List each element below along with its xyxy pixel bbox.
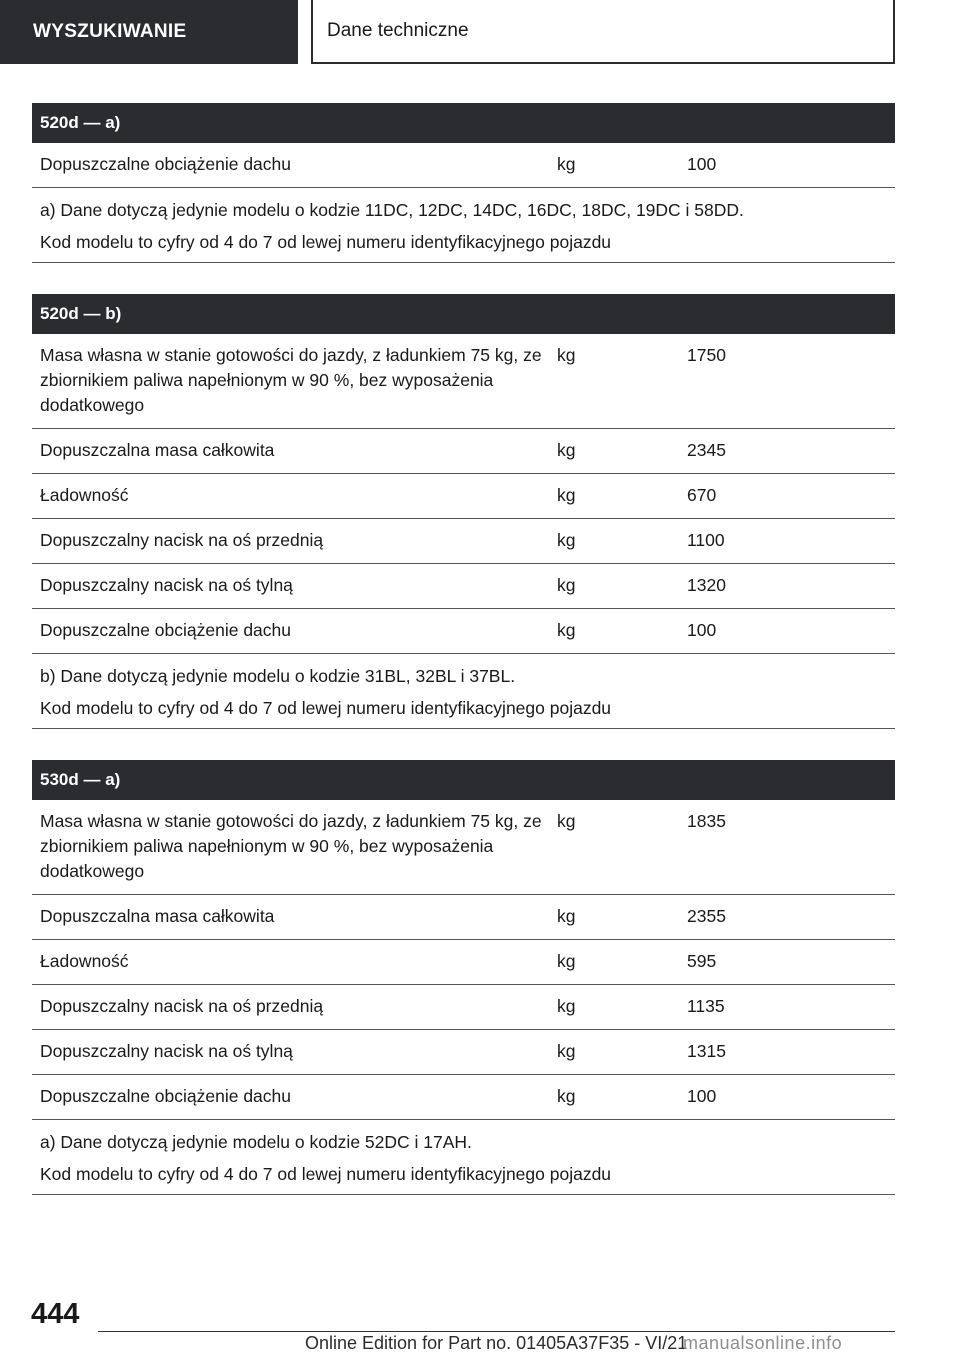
- section-title: Dane techniczne: [311, 0, 895, 64]
- footnote-line: a) Dane dotyczą jedynie modelu o kodzie 52DC i 17AH.: [40, 1132, 472, 1152]
- row-unit: kg: [557, 530, 576, 550]
- edition-info: Online Edition for Part no. 01405A37F35 - VI/21: [305, 1333, 688, 1353]
- spec-table: [32, 103, 895, 263]
- watermark: manualsonline.info: [683, 1333, 843, 1353]
- table-row: [32, 940, 895, 985]
- table-footnote: [32, 188, 895, 263]
- row-value: 1315: [687, 1041, 726, 1061]
- row-value: 100: [687, 620, 717, 640]
- row-label: Dopuszczalny nacisk na oś przednią: [40, 530, 324, 550]
- row-label: Dopuszczalna masa całkowita: [40, 440, 275, 460]
- row-unit: kg: [557, 440, 576, 460]
- row-label: Masa własna w stanie gotowości do jazdy, z ładunkiem 75 kg, ze zbiornikiem paliwa napełnionym w 90 %, bez wyposażenia dodatkowego: [40, 811, 542, 881]
- row-label: Dopuszczalny nacisk na oś tylną: [40, 1041, 293, 1061]
- table-footnote: [32, 654, 895, 729]
- spec-tables: [32, 103, 895, 1226]
- table-row: [32, 895, 895, 940]
- row-label: Dopuszczalna masa całkowita: [40, 906, 275, 926]
- row-unit: kg: [557, 485, 576, 505]
- row-label: Dopuszczalny nacisk na oś tylną: [40, 575, 293, 595]
- row-unit: kg: [557, 1086, 576, 1106]
- table-row: [32, 609, 895, 654]
- row-value: 1320: [687, 575, 726, 595]
- footer-divider: [98, 1331, 895, 1332]
- row-unit: kg: [557, 345, 576, 365]
- spec-table: [32, 760, 895, 1195]
- row-unit: kg: [557, 951, 576, 971]
- footnote-line: Kod modelu to cyfry od 4 do 7 od lewej numeru identyfikacyjnego pojazdu: [40, 698, 612, 718]
- table-title: 520d — a): [32, 103, 895, 143]
- footnote-line: a) Dane dotyczą jedynie modelu o kodzie 11DC, 12DC, 14DC, 16DC, 18DC, 19DC i 58DD.: [40, 200, 744, 220]
- row-label: Ładowność: [40, 485, 129, 505]
- row-unit: kg: [557, 811, 576, 831]
- row-value: 595: [687, 951, 717, 971]
- row-label: Dopuszczalne obciążenie dachu: [40, 154, 291, 174]
- table-row: [32, 800, 895, 895]
- table-title: 530d — a): [32, 760, 895, 800]
- row-label: Dopuszczalne obciążenie dachu: [40, 620, 291, 640]
- table-row: [32, 474, 895, 519]
- row-label: Dopuszczalne obciążenie dachu: [40, 1086, 291, 1106]
- table-footnote: [32, 1120, 895, 1195]
- footnote-line: Kod modelu to cyfry od 4 do 7 od lewej numeru identyfikacyjnego pojazdu: [40, 232, 612, 252]
- table-row: [32, 143, 895, 188]
- row-value: 2355: [687, 906, 726, 926]
- row-value: 1135: [687, 996, 725, 1016]
- footnote-line: b) Dane dotyczą jedynie modelu o kodzie 31BL, 32BL i 37BL.: [40, 666, 516, 686]
- page-number: 444: [31, 1298, 80, 1330]
- row-value: 100: [687, 1086, 717, 1106]
- table-title: 520d — b): [32, 294, 895, 334]
- row-value: 2345: [687, 440, 726, 460]
- row-label: Ładowność: [40, 951, 129, 971]
- row-unit: kg: [557, 154, 576, 174]
- table-row: [32, 564, 895, 609]
- row-value: 670: [687, 485, 717, 505]
- row-label: Masa własna w stanie gotowości do jazdy, z ładunkiem 75 kg, ze zbiornikiem paliwa napełnionym w 90 %, bez wyposażenia dodatkowego: [40, 345, 542, 415]
- row-unit: kg: [557, 575, 576, 595]
- table-row: [32, 1030, 895, 1075]
- footnote-line: Kod modelu to cyfry od 4 do 7 od lewej numeru identyfikacyjnego pojazdu: [40, 1164, 612, 1184]
- row-unit: kg: [557, 996, 576, 1016]
- table-row: [32, 1075, 895, 1120]
- table-row: [32, 985, 895, 1030]
- search-button[interactable]: WYSZUKIWANIE: [0, 0, 298, 64]
- row-unit: kg: [557, 1041, 576, 1061]
- row-value: 1100: [687, 530, 725, 550]
- row-unit: kg: [557, 906, 576, 926]
- row-value: 1750: [687, 345, 726, 365]
- row-unit: kg: [557, 620, 576, 640]
- row-value: 100: [687, 154, 717, 174]
- spec-table: [32, 294, 895, 729]
- table-row: [32, 519, 895, 564]
- row-value: 1835: [687, 811, 726, 831]
- table-row: [32, 334, 895, 429]
- top-bar: [0, 0, 960, 66]
- table-row: [32, 429, 895, 474]
- row-label: Dopuszczalny nacisk na oś przednią: [40, 996, 324, 1016]
